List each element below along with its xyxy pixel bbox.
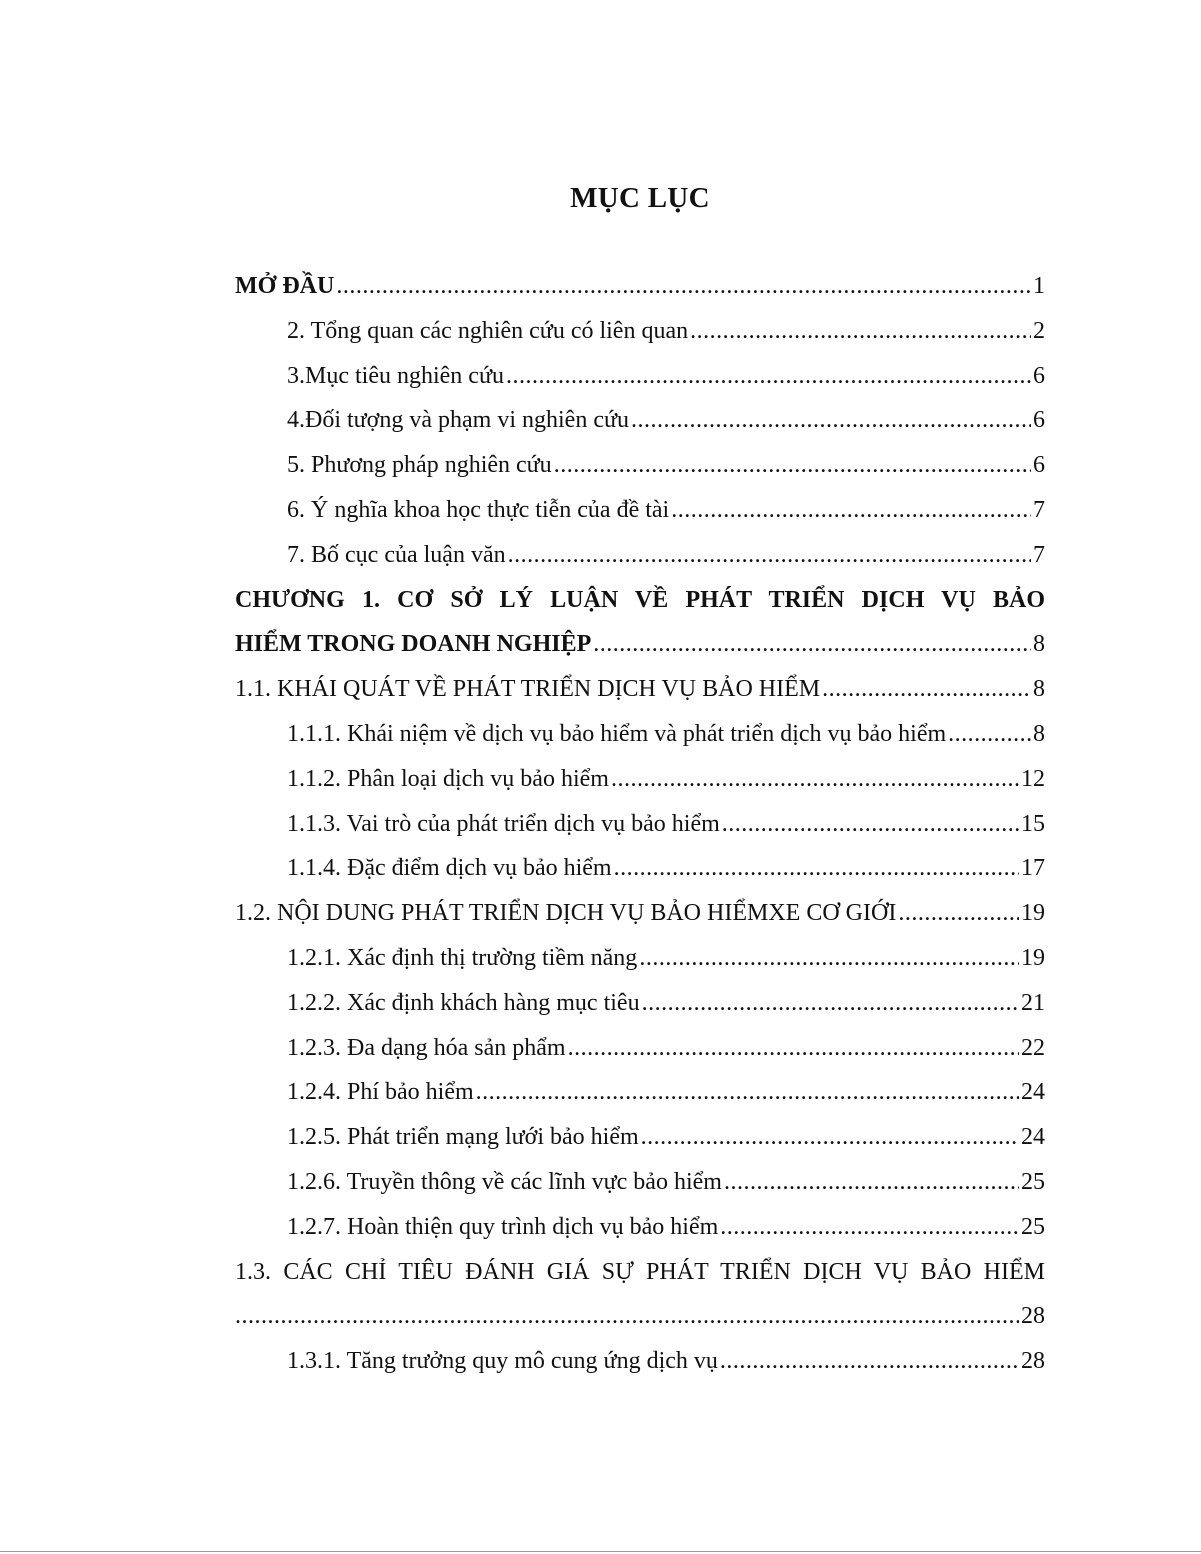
toc-page-number: 1 xyxy=(1033,273,1045,299)
dot-leader xyxy=(508,533,1031,578)
toc-entry-mo-dau[interactable] xyxy=(235,264,1045,309)
dot-leader xyxy=(631,398,1031,443)
toc-entry-chapter-1-line-1[interactable] xyxy=(235,578,1045,623)
toc-entry-title: MỞ ĐẦU xyxy=(235,273,335,299)
dot-leader xyxy=(568,1026,1019,1071)
toc-entry-title: 1.2.7. Hoàn thiện quy trình dịch vụ bảo hiểm xyxy=(287,1213,719,1240)
toc-entry-title: 1.2.2. Xác định khách hàng mục tiêu xyxy=(287,989,640,1016)
toc-entry-title: 1.1.4. Đặc điểm dịch vụ bảo hiểm xyxy=(287,855,612,882)
toc-page-number: 8 xyxy=(1033,676,1045,703)
toc-entry-title: 1.2. NỘI DUNG PHÁT TRIỂN DỊCH VỤ BẢO HIỂMXE CƠ GIỚI xyxy=(235,900,897,927)
toc-entry-1-2-7[interactable] xyxy=(235,1205,1045,1250)
toc-entry-title: 1.1.2. Phân loại dịch vụ bảo hiểm xyxy=(287,765,609,792)
toc-page-number: 15 xyxy=(1021,810,1045,837)
toc-entry-title: 1.1.1. Khái niệm về dịch vụ bảo hiểm và phát triển dịch vụ bảo hiểm xyxy=(287,720,947,747)
toc-entry-1-2-5[interactable] xyxy=(235,1115,1045,1160)
toc-entry-title: HIỂM TRONG DOANH NGHIỆP xyxy=(235,631,592,658)
toc-page-number: 12 xyxy=(1021,765,1045,792)
toc-entry-1-2-3[interactable] xyxy=(235,1026,1045,1071)
dot-leader xyxy=(642,981,1019,1026)
toc-page-number: 21 xyxy=(1021,989,1045,1016)
toc-page-number: 8 xyxy=(1033,720,1045,747)
toc-entry-section-1-2[interactable] xyxy=(235,891,1045,936)
toc-page-number: 24 xyxy=(1021,1124,1045,1151)
toc-page-number: 6 xyxy=(1033,407,1045,434)
toc-page-number: 2 xyxy=(1033,317,1045,344)
toc-entry-title: 3.Mục tiêu nghiên cứu xyxy=(287,362,504,389)
dot-leader xyxy=(722,802,1019,847)
toc-entry-tong-quan[interactable] xyxy=(235,309,1045,354)
toc-entry-title: 7. Bố cục của luận văn xyxy=(287,541,506,568)
toc-entry-bo-cuc[interactable] xyxy=(235,533,1045,578)
toc-entry-doi-tuong[interactable] xyxy=(235,398,1045,443)
toc-entry-section-1-3-line-2[interactable] xyxy=(235,1294,1045,1339)
toc-entry-title: 1.2.1. Xác định thị trường tiềm năng xyxy=(287,944,638,971)
toc-entry-muc-tieu[interactable] xyxy=(235,354,1045,399)
toc-entry-chapter-1-line-2[interactable] xyxy=(235,622,1045,667)
toc-entry-title: 2. Tổng quan các nghiên cứu có liên quan xyxy=(287,317,689,344)
toc-page-number: 25 xyxy=(1021,1213,1045,1240)
dot-leader xyxy=(235,1294,1019,1339)
dot-leader xyxy=(822,667,1031,712)
toc-entry-1-2-6[interactable] xyxy=(235,1160,1045,1205)
toc-entry-1-2-4[interactable] xyxy=(235,1070,1045,1115)
toc-entry-y-nghia[interactable] xyxy=(235,488,1045,533)
toc-page-number: 19 xyxy=(1021,944,1045,971)
toc-entry-title: 6. Ý nghĩa khoa học thực tiễn của đề tài xyxy=(287,496,670,523)
toc-entry-title: 1.1.3. Vai trò của phát triển dịch vụ bảo hiểm xyxy=(287,810,720,837)
dot-leader xyxy=(671,488,1031,533)
dot-leader xyxy=(336,264,1031,309)
page-bottom-edge xyxy=(0,1551,1201,1552)
dot-leader xyxy=(614,846,1019,891)
toc-entry-1-3-1[interactable] xyxy=(235,1339,1045,1384)
toc-page-number: 6 xyxy=(1033,362,1045,389)
toc-entry-title: 1.3.1. Tăng trưởng quy mô cung ứng dịch vụ xyxy=(287,1348,718,1375)
toc-page-number: 6 xyxy=(1033,452,1045,479)
toc-page-number: 7 xyxy=(1033,541,1045,568)
dot-leader xyxy=(720,1205,1019,1250)
toc-entry-1-1-1[interactable] xyxy=(235,712,1045,757)
toc-entry-1-1-4[interactable] xyxy=(235,846,1045,891)
page-title: MỤC LỤC xyxy=(570,182,710,214)
toc-entry-1-2-2[interactable] xyxy=(235,981,1045,1026)
toc-entry-title: 1.2.5. Phát triển mạng lưới bảo hiểm xyxy=(287,1124,639,1151)
dot-leader xyxy=(724,1160,1019,1205)
toc-page-number: 25 xyxy=(1021,1168,1045,1195)
dot-leader xyxy=(476,1070,1019,1115)
toc-page-number: 7 xyxy=(1033,496,1045,523)
toc-page-number: 8 xyxy=(1033,631,1045,658)
toc-entry-title: 4.Đối tượng và phạm vi nghiên cứu xyxy=(287,407,629,434)
dot-leader xyxy=(593,622,1031,667)
toc-page-number: 22 xyxy=(1021,1034,1045,1061)
dot-leader xyxy=(641,1115,1019,1160)
dot-leader xyxy=(639,936,1019,981)
toc-entry-section-1-1[interactable] xyxy=(235,667,1045,712)
toc-page-number: 28 xyxy=(1021,1303,1045,1330)
toc-entry-section-1-3-line-1[interactable] xyxy=(235,1250,1045,1295)
toc-page-number: 17 xyxy=(1021,855,1045,882)
toc-page-number: 19 xyxy=(1021,900,1045,927)
toc-entry-phuong-phap[interactable] xyxy=(235,443,1045,488)
toc-entry-title: 1.2.4. Phí bảo hiểm xyxy=(287,1079,474,1106)
toc-entry-1-1-2[interactable] xyxy=(235,757,1045,802)
dot-leader xyxy=(506,354,1031,399)
toc-page-number: 24 xyxy=(1021,1079,1045,1106)
toc-entry-1-1-3[interactable] xyxy=(235,802,1045,847)
toc-page-number: 28 xyxy=(1021,1348,1045,1375)
dot-leader xyxy=(690,309,1031,354)
toc-entry-title: 1.1. KHÁI QUÁT VỀ PHÁT TRIỂN DỊCH VỤ BẢO HIỂM xyxy=(235,676,821,703)
toc-entry-title: CHƯƠNG 1. CƠ SỞ LÝ LUẬN VỀ PHÁT TRIỂN DỊCH VỤ BẢO xyxy=(235,586,1045,613)
dot-leader xyxy=(720,1339,1019,1384)
toc-entry-title: 5. Phương pháp nghiên cứu xyxy=(287,452,552,479)
toc-entry-1-2-1[interactable] xyxy=(235,936,1045,981)
toc-entry-title: 1.3. CÁC CHỈ TIÊU ĐÁNH GIÁ SỰ PHÁT TRIỂN DỊCH VỤ BẢO HIỂM xyxy=(235,1258,1045,1285)
toc-entry-title: 1.2.3. Đa dạng hóa sản phẩm xyxy=(287,1034,566,1061)
table-of-contents xyxy=(235,264,1045,1384)
toc-entry-title: 1.2.6. Truyền thông về các lĩnh vực bảo hiểm xyxy=(287,1168,722,1195)
dot-leader xyxy=(611,757,1019,802)
dot-leader xyxy=(948,712,1031,757)
dot-leader xyxy=(554,443,1031,488)
dot-leader xyxy=(898,891,1019,936)
